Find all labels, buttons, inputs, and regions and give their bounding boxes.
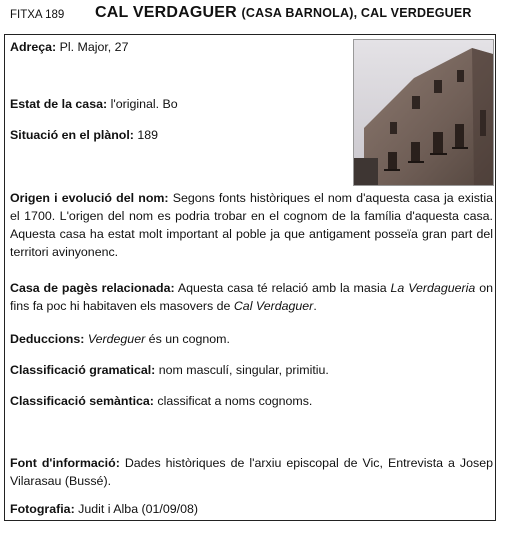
title-main: CAL VERDAGUER — [95, 4, 237, 21]
estat-value: l'original. Bo — [110, 97, 178, 111]
font-value: Dades històriques de l'arxiu episcopal de Vic, Entrevista a Josep Vilarasau (Bussé). — [10, 456, 493, 488]
origen-label: Origen i evolució del nom: — [10, 191, 169, 205]
pages-value-end: . — [313, 299, 317, 313]
deduccions-label: Deduccions: — [10, 332, 85, 346]
deduccions-italic: Verdeguer — [87, 332, 146, 346]
field-deduccions — [10, 330, 230, 348]
situacio-label: Situació en el plànol: — [10, 128, 134, 142]
adreca-value: Pl. Major, 27 — [59, 40, 129, 54]
header — [10, 4, 505, 26]
field-fotografia — [10, 500, 198, 518]
adreca-label: Adreça: — [10, 40, 57, 54]
pages-value-b: on fins fa poc hi habitaven els masovers de — [10, 281, 493, 313]
fotografia-label: Fotografia: — [10, 502, 75, 516]
house-photo-image — [354, 40, 493, 185]
title-rest: , CAL VERDEGUER — [353, 6, 472, 20]
field-semantica — [10, 392, 312, 410]
pages-italic-a: La Verdagueria — [390, 281, 476, 295]
field-estat — [10, 95, 178, 113]
field-situacio — [10, 126, 158, 144]
gramatical-value: nom masculí, singular, primitiu. — [158, 363, 329, 377]
pages-label: Casa de pagès relacionada: — [10, 281, 175, 295]
fotografia-value: Judit i Alba (01/09/08) — [78, 502, 199, 516]
field-pages — [10, 279, 493, 315]
pages-value-a: Aquesta casa té relació amb la masia — [177, 281, 387, 295]
pages-italic-b: Cal Verdaguer — [233, 299, 314, 313]
gramatical-label: Classificació gramatical: — [10, 363, 156, 377]
deduccions-value: és un cognom. — [148, 332, 230, 346]
estat-label: Estat de la casa: — [10, 97, 108, 111]
record-card — [4, 34, 496, 521]
title-paren: (CASA BARNOLA) — [241, 6, 354, 20]
fitxa-number: FITXA 189 — [10, 9, 65, 21]
origen-value: Segons fonts històriques el nom d'aquesta casa ja existia el 1700. L'origen del nom es podria trobar en el cognom de la família d'aquesta casa. Aquesta casa ha estat molt important al poble ja que antigament posseïa gran part del territori avinyonenc. — [10, 191, 494, 259]
field-gramatical — [10, 361, 329, 379]
page-title — [95, 4, 472, 22]
house-photo — [353, 39, 494, 186]
semantica-label: Classificació semàntica: — [10, 394, 154, 408]
field-origen — [10, 189, 493, 261]
situacio-value: 189 — [137, 128, 159, 142]
field-font — [10, 454, 493, 490]
font-label: Font d'informació: — [10, 456, 120, 470]
semantica-value: classificat a noms cognoms. — [157, 394, 313, 408]
field-adreca — [10, 38, 128, 56]
